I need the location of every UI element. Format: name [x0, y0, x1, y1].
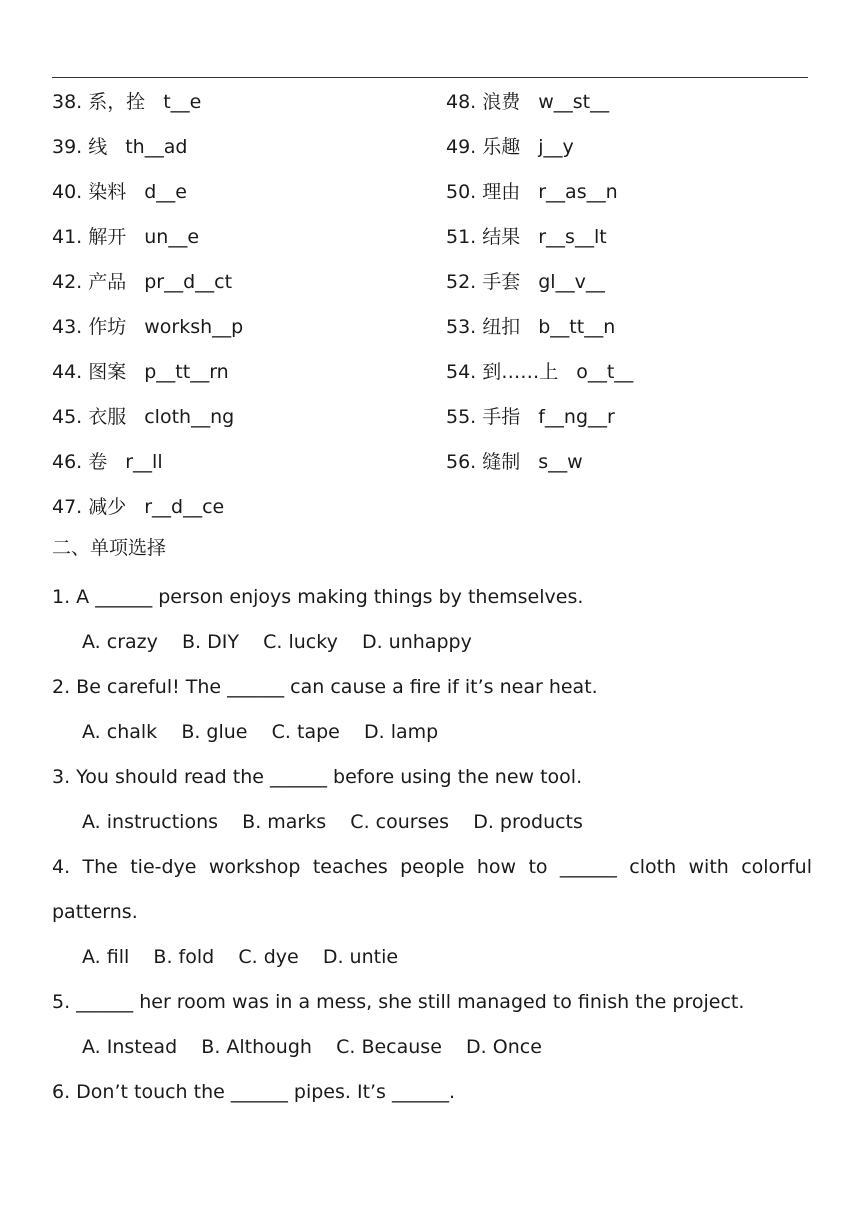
question-stem: 4. The tie-dye workshop teaches people how to ______ cloth with colorful patterns.	[52, 856, 812, 923]
english-blank: d__e	[144, 181, 187, 203]
vocab-item	[446, 309, 615, 345]
chinese-word: 染料	[88, 181, 127, 203]
vocab-row	[52, 129, 812, 174]
chinese-word: 图案	[88, 361, 127, 383]
vocab-list	[52, 84, 812, 534]
english-blank: r__s__lt	[538, 226, 607, 248]
question-options: A. crazy B. DIY C. lucky D. unhappy	[82, 631, 472, 653]
item-number: 44.	[52, 361, 83, 383]
english-blank: p__tt__rn	[144, 361, 229, 383]
vocab-item	[446, 354, 633, 390]
english-blank: r__d__ce	[144, 496, 225, 518]
chinese-word: 减少	[88, 496, 127, 518]
item-number: 42.	[52, 271, 83, 293]
question-stem: 6. Don’t touch the ______ pipes. It’s ______.	[52, 1081, 456, 1103]
chinese-word: 理由	[482, 181, 521, 203]
vocab-item	[52, 309, 243, 345]
chinese-word: 手指	[482, 406, 521, 428]
item-number: 56.	[446, 451, 477, 473]
question-stem: 5. ______ her room was in a mess, she still managed to finish the project.	[52, 991, 745, 1013]
vocab-row	[52, 309, 812, 354]
question-options: A. instructions B. marks C. courses D. products	[82, 811, 583, 833]
question-options: A. chalk B. glue C. tape D. lamp	[82, 721, 439, 743]
item-number: 41.	[52, 226, 83, 248]
item-number: 46.	[52, 451, 83, 473]
question	[52, 845, 812, 980]
vocab-item	[52, 219, 199, 255]
item-number: 38.	[52, 91, 83, 113]
chinese-word: 衣服	[88, 406, 127, 428]
item-number: 48.	[446, 91, 477, 113]
vocab-row	[52, 489, 812, 534]
vocab-row	[52, 219, 812, 264]
question	[52, 980, 812, 1070]
english-blank: w__st__	[538, 91, 610, 113]
item-number: 43.	[52, 316, 83, 338]
item-number: 53.	[446, 316, 477, 338]
item-number: 54.	[446, 361, 477, 383]
vocab-row	[52, 174, 812, 219]
item-number: 51.	[446, 226, 477, 248]
item-number: 40.	[52, 181, 83, 203]
vocab-item	[446, 129, 574, 165]
chinese-word: 乐趣	[482, 136, 521, 158]
chinese-word: 结果	[482, 226, 521, 248]
vocab-item	[446, 399, 615, 435]
vocab-item	[446, 174, 618, 210]
english-blank: cloth__ng	[144, 406, 235, 428]
vocab-item	[52, 489, 224, 525]
question-stem: 3. You should read the ______ before using the new tool.	[52, 766, 583, 788]
english-blank: r__ll	[125, 451, 163, 473]
english-blank: t__e	[163, 91, 202, 113]
vocab-item	[52, 129, 187, 165]
vocab-item	[446, 264, 605, 300]
header-rule	[52, 77, 808, 78]
chinese-word: 手套	[482, 271, 521, 293]
chinese-word: 线	[88, 136, 108, 158]
english-blank: gl__v__	[538, 271, 605, 293]
question	[52, 1070, 812, 1115]
vocab-row	[52, 84, 812, 129]
english-blank: worksh__p	[144, 316, 244, 338]
item-number: 49.	[446, 136, 477, 158]
english-blank: s__w	[538, 451, 583, 473]
question-options: A. Instead B. Although C. Because D. Once	[82, 1036, 542, 1058]
vocab-item	[52, 399, 234, 435]
english-blank: th__ad	[125, 136, 188, 158]
vocab-item	[446, 444, 583, 480]
chinese-word: 缝制	[482, 451, 521, 473]
question-options: A. fill B. fold C. dye D. untie	[82, 946, 399, 968]
english-blank: o__t__	[576, 361, 634, 383]
english-blank: b__tt__n	[538, 316, 616, 338]
item-number: 50.	[446, 181, 477, 203]
question	[52, 755, 812, 845]
chinese-word: 产品	[88, 271, 127, 293]
item-number: 47.	[52, 496, 83, 518]
section-title: 二、单项选择	[52, 537, 167, 559]
english-blank: pr__d__ct	[144, 271, 233, 293]
vocab-row	[52, 264, 812, 309]
question-list	[52, 575, 812, 1115]
item-number: 45.	[52, 406, 83, 428]
vocab-item	[446, 219, 607, 255]
english-blank: f__ng__r	[538, 406, 615, 428]
question	[52, 665, 812, 755]
vocab-row	[52, 354, 812, 399]
vocab-item	[52, 444, 163, 480]
chinese-word: 卷	[88, 451, 108, 473]
question-stem: 1. A ______ person enjoys making things by themselves.	[52, 586, 584, 608]
chinese-word: 到……上	[482, 361, 559, 383]
chinese-word: 系，拴	[88, 91, 146, 113]
vocab-row	[52, 399, 812, 444]
vocab-item	[52, 354, 229, 390]
item-number: 52.	[446, 271, 477, 293]
vocab-item	[52, 84, 201, 120]
question-stem: 2. Be careful! The ______ can cause a fire if it’s near heat.	[52, 676, 598, 698]
chinese-word: 纽扣	[482, 316, 521, 338]
vocab-row	[52, 444, 812, 489]
chinese-word: 解开	[88, 226, 127, 248]
question	[52, 575, 812, 665]
item-number: 55.	[446, 406, 477, 428]
english-blank: un__e	[144, 226, 200, 248]
chinese-word: 作坊	[88, 316, 127, 338]
chinese-word: 浪费	[482, 91, 521, 113]
vocab-item	[446, 84, 609, 120]
english-blank: r__as__n	[538, 181, 618, 203]
vocab-item	[52, 264, 232, 300]
item-number: 39.	[52, 136, 83, 158]
vocab-item	[52, 174, 187, 210]
english-blank: j__y	[538, 136, 574, 158]
